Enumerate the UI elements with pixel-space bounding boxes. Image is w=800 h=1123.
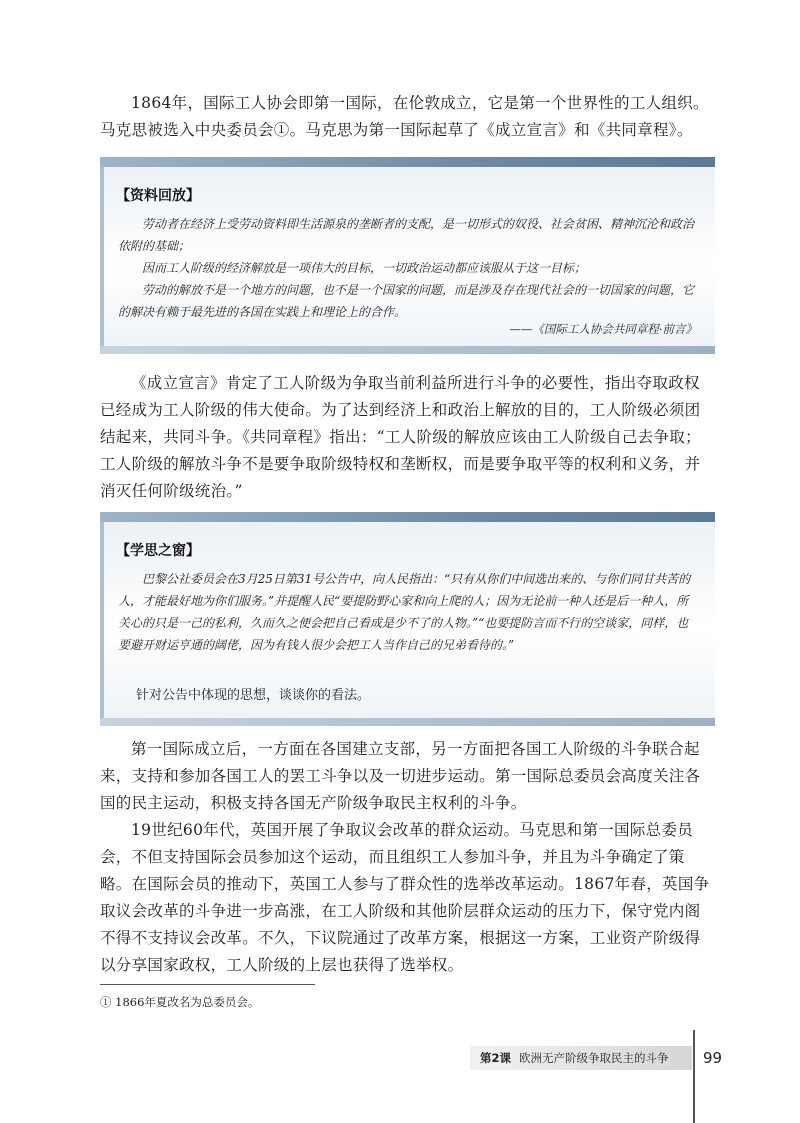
- box-bottom-bar: [100, 346, 715, 354]
- material-line-2: 因而工人阶级的经济解放是一项伟大的目标，一切政治运动都应该服从于这一目标；: [142, 261, 587, 275]
- study-window-body: [118, 568, 698, 656]
- paragraph-first-international: 1864年，国际工人协会即第一国际，在伦敦成立，它是第一个世界性的工人组织。马克思被选入中央委员会①。马克思为第一国际起草了《成立宣言》和《共同章程》。: [100, 94, 709, 139]
- study-window-quote: 巴黎公社委员会在3月25日第31号公告中，向人民指出：“只有从你们中间选出来的、与你们同甘共苦的人，才能最好地为你们服务。”并提醒人民“要提防野心家和向上爬的人；因为无论前一种人还是后一种人，所关心的只是一己的私利，久而久之便会把自己看成是少不了的人物。”“也要提防言而不行的空谈家，同样，也要避开财运亨通的阔佬，因为有钱人很少会把工人当作自己的兄弟看待的。”: [118, 572, 691, 652]
- material-review-box: [100, 157, 715, 354]
- material-line-3: 劳动的解放不是一个地方的问题，也不是一个国家的问题，而是涉及存在现代社会的一切国家的问题，它的解决有赖于最先进的各国在实践上和理论上的合作。: [118, 283, 695, 319]
- footnote: ① 1866年夏改名为总委员会。: [100, 995, 260, 1009]
- box-top-bar: [100, 157, 715, 167]
- material-attribution: ——《国际工人协会共同章程·前言》: [509, 322, 697, 336]
- material-line-1: 劳动者在经济上受劳动资料即生活源泉的垄断者的支配，是一切形式的奴役、社会贫困、精神沉沦和政治依附的基础；: [118, 217, 695, 253]
- box-bottom-bar: [100, 718, 715, 726]
- box-top-bar: [100, 512, 715, 522]
- chapter-footer: [470, 1046, 692, 1070]
- paragraph-1860s-reform: 19世纪60年代，英国开展了争取议会改革的群众运动。马克思和第一国际总委员会，不但支持国际会员参加这个运动，而且组织工人参加斗争，并且为斗争确定了策略。在国际会员的推动下，英国工人参与了群众性的选举改革运动。1867年春，英国争取议会改革的斗争进一步高涨，在工人阶级和其他阶层群众运动的压力下，保守党内阁不得不支持议会改革。不久，下议院通过了改革方案，根据这一方案，工业资产阶级得以分享国家政权，工人阶级的上层也获得了选举权。: [100, 821, 710, 974]
- footnote-rule: [100, 984, 315, 985]
- paragraph-inaugural-address: 《成立宣言》肯定了工人阶级为争取当前利益所进行斗争的必要性，指出夺取政权已经成为工人阶级的伟大使命。为了达到经济上和政治上解放的目的，工人阶级必须团结起来，共同斗争。《共同章程》指出：“工人阶级的解放应该由工人阶级自己去争取；工人阶级的解放斗争不是要争取阶级特权和垄断权，而是要争取平等的权利和义务，并消灭任何阶级统治。”: [100, 374, 701, 500]
- box-left-bar: [100, 522, 104, 726]
- box-left-bar: [100, 167, 104, 354]
- footer-vertical-rule: [693, 1030, 695, 1123]
- lesson-number: 第2课: [480, 1051, 512, 1065]
- study-window-title: 【学思之窗】: [116, 543, 200, 559]
- study-window-box: [100, 512, 715, 726]
- material-review-title: 【资料回放】: [116, 188, 200, 204]
- page-number: 99: [703, 1049, 723, 1067]
- study-window-prompt: 针对公告中体现的思想，谈谈你的看法。: [136, 688, 371, 703]
- paragraph-after-founding: 第一国际成立后，一方面在各国建立支部，另一方面把各国工人阶级的斗争联合起来，支持和参加各国工人的罢工斗争以及一切进步运动。第一国际总委员会高度关注各国的民主运动，积极支持各国无产阶级争取民主权利的斗争。: [100, 740, 701, 812]
- material-review-body: [118, 213, 698, 323]
- lesson-title: 欧洲无产阶级争取民主的斗争: [519, 1051, 669, 1065]
